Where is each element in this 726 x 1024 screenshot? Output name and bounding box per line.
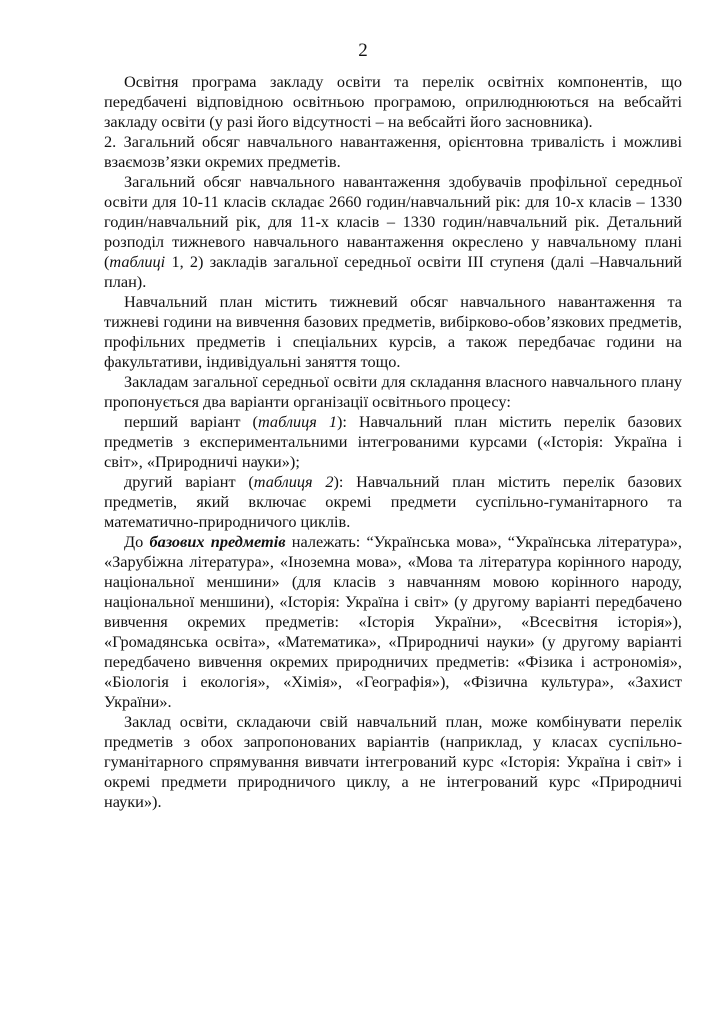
basic-subjects-text-start: До <box>124 532 150 551</box>
document-body <box>104 72 682 812</box>
paragraph-total-load-text-end: 1, 2) закладів загальної середньої освіти ІІІ ступеня (далі –Навчальний план). <box>104 252 682 291</box>
paragraph-total-load-text-start: Загальний обсяг навчального навантаження здобувачів профільної середньої освіти для 10-11 класів складає 2660 годин/навчальний рік: для 10-х класів – 1330 годин/навчальний рік, для 11-х класів – 1330 годин/навчальний рік. Детальний розподіл тижневого навчального навантаження окреслено у навчальному плані ( <box>104 172 682 271</box>
paragraph-total-load <box>104 172 682 292</box>
variant-two-text-end: ): Навчальний план містить перелік базових предметів, який включає окремі предмети суспільно-гуманітарного та математично-природничого циклів. <box>104 472 683 531</box>
paragraph-variant-one <box>104 412 682 472</box>
paragraph-basic-subjects <box>104 532 682 712</box>
variant-one-italic: таблиця 1 <box>257 412 337 431</box>
paragraph-variant-two <box>104 472 682 532</box>
paragraph-total-load-italic: таблиці <box>109 252 166 271</box>
variant-one-text-start: перший варіант ( <box>124 412 258 431</box>
section-heading: 2. Загальний обсяг навчального навантаження, орієнтовна тривалість і можливі взаємозв’язки окремих предметів. <box>104 132 682 171</box>
basic-subjects-text-end: належать: “Українська мова», “Українська література», «Зарубіжна література», «Іноземна мова», «Мова та література корінного народу, національної меншини» (для класів з навчанням мовою корінного народу, національної меншини), «Історія: Україна і світ» (у другому варіанті передбачено вивчення окремих предметів: «Історія України», «Всесвітня історія»), «Громадянська освіта», «Математика», «Природничі науки» (у другому варіанті передбачено вивчення окремих природничих предметів: «Фізика і астрономія», «Біологія і екологія», «Хімія», «Географія»), «Фізична культура», «Захист України». <box>104 532 682 711</box>
paragraph-publication: Освітня програма закладу освіти та перелік освітніх компонентів, що передбачені відповідною освітньою програмою, оприлюднюються на вебсайті закладу освіти (у разі його відсутності – на вебсайті його засновника). <box>104 72 682 131</box>
paragraph-curriculum-content: Навчальний план містить тижневий обсяг навчального навантаження та тижневі години на вивчення базових предметів, вибірково-обов’язкових предметів, профільних предметів і спеціальних курсів, а також передбачає години на факультативи, індивідуальні заняття тощо. <box>104 292 682 371</box>
variant-one-text-end: ): Навчальний план містить перелік базових предметів з експериментальними інтегрованими курсами («Історія: Україна і світ», «Природничі науки»); <box>104 412 683 471</box>
basic-subjects-bold-italic: базових предметів <box>149 532 286 551</box>
page-number: 2 <box>358 40 368 61</box>
variant-two-text-start: другий варіант ( <box>124 472 254 491</box>
paragraph-two-variants: Закладам загальної середньої освіти для складання власного навчального плану пропонується два варіанти організації освітнього процесу: <box>104 372 682 411</box>
paragraph-combining-variants: Заклад освіти, складаючи свій навчальний план, може комбінувати перелік предметів з обох запропонованих варіантів (наприклад, у класах суспільно-гуманітарного спрямування вивчати інтегрований курс «Історія: Україна і світ» і окремі предмети природничого циклу, а не інтегрований курс «Природничі науки»). <box>104 712 682 811</box>
variant-two-italic: таблиця 2 <box>253 472 334 491</box>
